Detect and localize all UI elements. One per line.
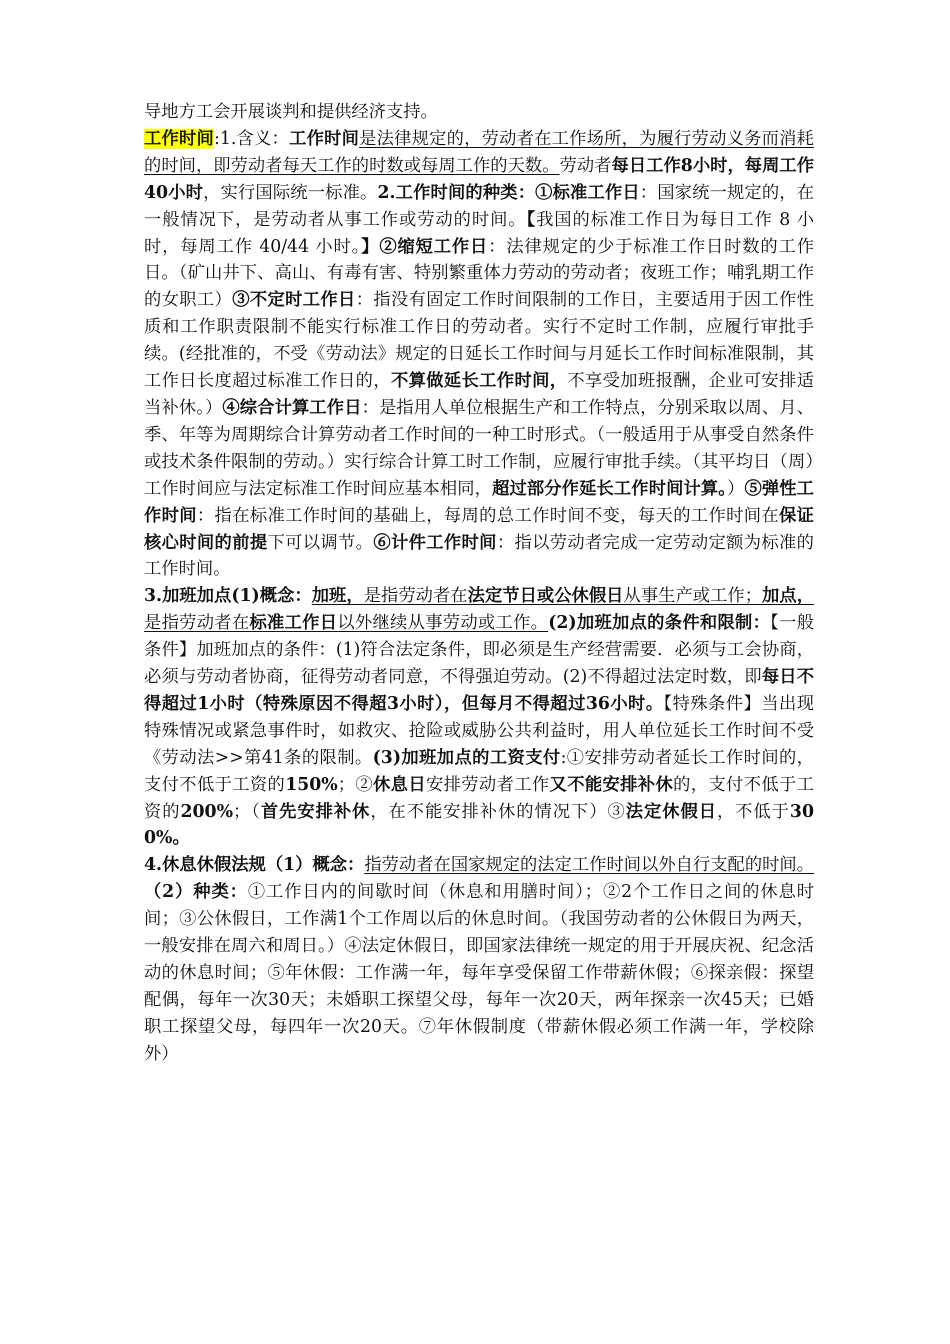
paragraph-overtime xyxy=(144,583,814,852)
text-span: :1.含义： xyxy=(214,128,290,149)
bold-term: 2.工作时间的种类：①标准工作日 xyxy=(377,182,640,203)
bold-term: 保证核心时间的前提 xyxy=(144,505,814,553)
document-body xyxy=(144,99,814,1068)
bold-heading: (3)加班加点的工资支付 xyxy=(372,747,561,768)
highlighted-heading-working-hours: 工作时间 xyxy=(144,128,215,149)
bold-term: 300%。 xyxy=(144,801,814,849)
bold-term: 首先安排补休 xyxy=(260,801,371,822)
bold-heading: 3.加班加点(1)概念： xyxy=(144,586,312,607)
bold-term: 150% xyxy=(285,774,338,795)
underlined-definition: 指劳动者在国家规定的法定工作时间以外自行支配的时间。 xyxy=(364,855,814,876)
text-span: ：是指用人单位根据生产和工作特点，分别采取以周、月、季、年等为周期综合计算劳动者工作时间的一种工时形式。（一般适用于从事受自然条件或技术条件限制的劳动。）实行综合计算工时工作制，应履行审批手续。（其平均日（周）工作时间应与法定标准工作时间应基本相同， xyxy=(144,397,814,499)
underlined-text: 是指劳动者在 xyxy=(144,613,250,634)
bold-term: 每日不得超过1小时（特殊原因不得超3小时），但每月不得超过36小时。 xyxy=(144,667,814,714)
bold-term: 每日工作8小时，每周工作40小时 xyxy=(144,155,814,203)
text-span: ；② xyxy=(337,774,374,795)
paragraph-working-hours xyxy=(144,126,814,583)
bold-heading: 4.休息休假法规（1）概念： xyxy=(144,855,365,876)
paragraph-intro-continuation xyxy=(144,99,814,126)
text-span: ，不低于 xyxy=(716,801,790,822)
text-span: 【一般条件】加班加点的条件：(1)符合法定条件，即必须是生产经营需要．必须与工会协商，必须与劳动者协商，征得劳动者同意，不得强迫劳动。(2)不得超过法定时数，即 xyxy=(144,613,814,688)
bold-term: 超过部分作延长工作时间计算。 xyxy=(492,478,728,499)
bold-term: 200% xyxy=(180,801,233,822)
bold-bracket: 【 xyxy=(526,209,537,230)
text-span: 【特殊条件】当出现特殊情况或紧急事件时，如救灾、抢险或威胁公共利益时，用人单位延长工作时间不受《劳动法>>第41条的限制。 xyxy=(144,693,814,768)
text-span: ） xyxy=(727,478,745,499)
underlined-text: 以外继续从事劳动或工作。 xyxy=(337,613,549,634)
bold-term: 】②缩短工作日 xyxy=(361,236,489,257)
bold-term: ⑤弹性工作时间 xyxy=(144,478,814,526)
underlined-text: 从事生产或工作； xyxy=(623,586,763,607)
text-span: ：指在标准工作时间的基础上，每周的总工作时间不变，每天的工作时间在 xyxy=(196,505,780,526)
bold-heading: (2)加班加点的条件和限制： xyxy=(548,613,771,634)
text-span: 的，支付不低于工资的 xyxy=(144,774,814,822)
paragraph-rest-leave xyxy=(144,852,814,1067)
text-span: 导地方工会开展谈判和提供经济支持。 xyxy=(144,102,438,122)
bold-term: 休息日 xyxy=(373,774,426,795)
text-span: ：国家统一规定的，在一般情况下，是劳动者从事工作或劳动的时间。 xyxy=(144,182,814,230)
bold-term: 又不能安排补休 xyxy=(549,774,674,795)
bold-term: 法定休假日 xyxy=(625,801,717,822)
bold-heading: （2）种类： xyxy=(144,882,248,903)
text-span: ；（ xyxy=(233,801,261,822)
bold-underlined-term: 标准工作日 xyxy=(249,613,338,634)
text-span: ：指没有固定工作时间限制的工作日，主要适用于因工作性质和工作职责限制不能实行标准工作日的劳动者。实行不定时工作制，应履行审批手续。(经批准的，不受《劳动法》规定的日延长工作时间与月延长工作时间标准限制，其工作日长度超过标准工作日的， xyxy=(144,290,814,392)
underlined-text: 是指劳动者在 xyxy=(363,586,468,607)
bold-underlined-term: 加班， xyxy=(311,586,364,607)
bold-term: 工作时间 xyxy=(289,128,360,149)
text-span: ：指以劳动者完成一定劳动定额为标准的工作时间。 xyxy=(144,532,814,580)
bold-underlined-term: 加点， xyxy=(762,586,814,607)
text-span: ，在不能安排补休的情况下）③ xyxy=(370,801,626,822)
text-span: ①工作日内的间歇时间（休息和用膳时间）；②2个工作日之间的休息时间；③公休假日，工作满1个工作周以后的休息时间。（我国劳动者的公休假日为两天，一般安排在周六和周日。）④法定休假日，即国家法律统一规定的用于开展庆祝、纪念活动的休息时间；⑤年休假：工作满一年，每年享受保留工作带薪休假；⑥探亲假：探望配偶，每年一次30天；未婚职工探望父母，每年一次20天，两年探亲一次45天；已婚职工探望父母，每四年一次20天。⑦年休假制度（带薪休假必须工作满一年，学校除外） xyxy=(144,882,814,1064)
bold-term: ⑥计件工作时间 xyxy=(373,532,497,553)
bold-term: ④综合计算工作日 xyxy=(222,397,362,418)
text-span: :①安排劳动者延长工作时间的，支付不低于工资的 xyxy=(144,747,814,795)
text-span: ，实行国际统一标准。 xyxy=(203,182,378,203)
text-span: 不享受加班报酬，企业可安排适当补休。） xyxy=(144,371,814,418)
bold-underlined-term: 法定节日或公休假日 xyxy=(467,586,624,607)
underlined-definition: 是法律规定的，劳动者在工作场所，为履行劳动义务而消耗的时间，即劳动者每天工作的时数或每周工作的天数。 xyxy=(144,128,814,176)
bold-term: ③不定时工作日 xyxy=(232,290,356,311)
text-span: 下可以调节。 xyxy=(267,532,374,553)
text-span: 劳动者 xyxy=(559,155,612,176)
bold-term: 不算做延长工作时间， xyxy=(390,371,568,392)
text-span: 我国的标准工作日为每日工作 8 小时，每周工作 40/44 小时。 xyxy=(144,209,814,257)
text-span: ：法律规定的少于标准工作日时数的工作日。（矿山井下、高山、有毒有害、特别繁重体力劳动的劳动者；夜班工作；哺乳期工作的女职工） xyxy=(144,236,814,311)
text-span: 安排劳动者工作 xyxy=(425,774,550,795)
